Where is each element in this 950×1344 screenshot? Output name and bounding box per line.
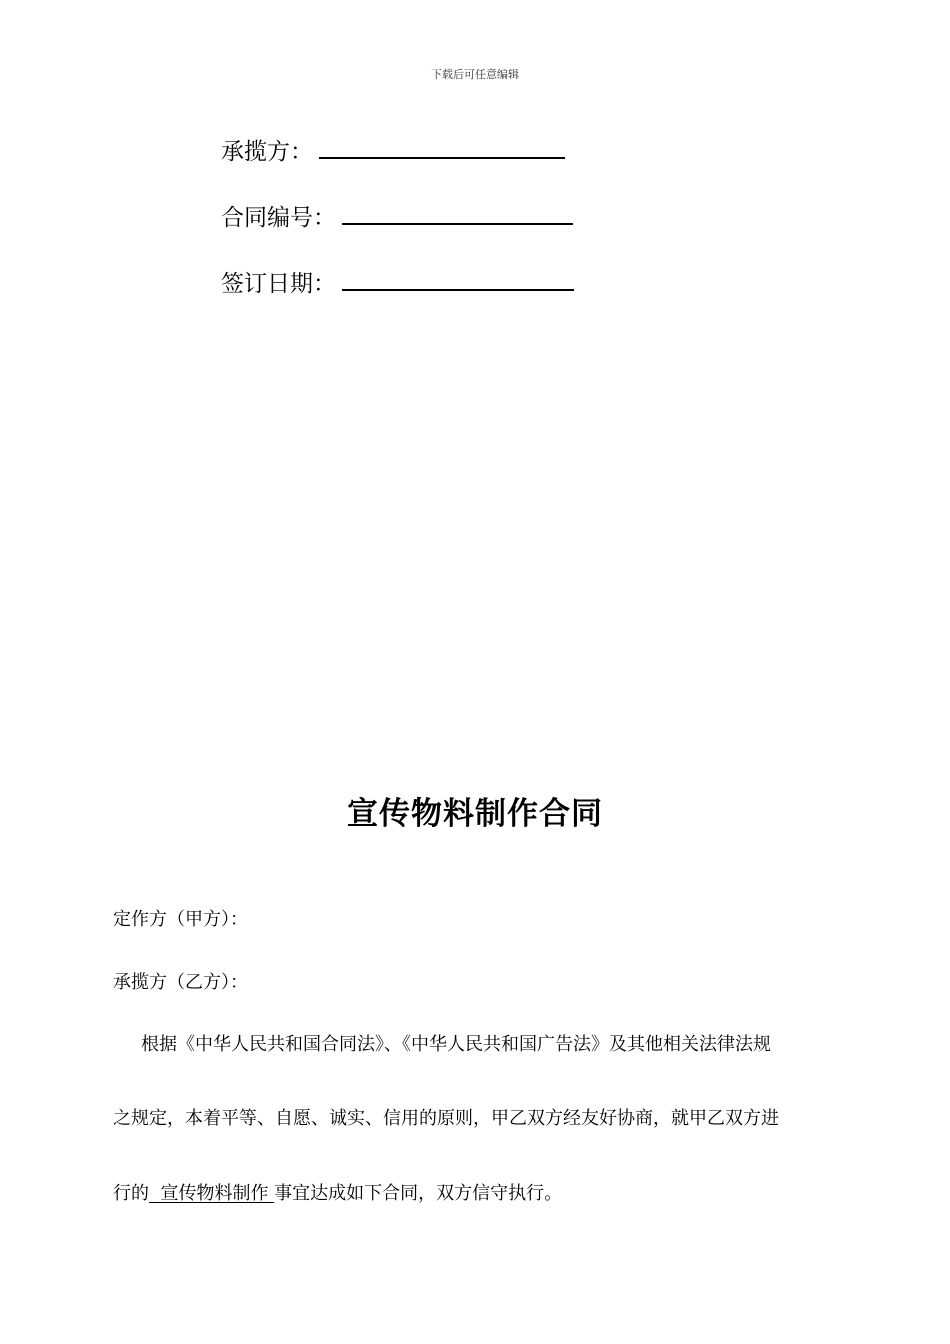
page-header-note: 下载后可任意编辑: [431, 68, 519, 81]
body-paragraph-line-3: [113, 1182, 562, 1206]
contract-number-blank: [342, 201, 573, 225]
contractor-line: [221, 135, 565, 167]
body-paragraph-line-2: 之规定，本着平等、自愿、诚实、信用的原则，甲乙双方经友好协商，就甲乙双方进: [113, 1108, 779, 1129]
filled-subject-field: 宣传物料制作: [149, 1183, 275, 1204]
contract-number-line: [221, 201, 573, 233]
contractor-label: 承揽方：: [221, 139, 313, 165]
sign-date-blank: [342, 267, 574, 291]
body-line3-prefix: 行的: [113, 1183, 149, 1204]
party-a-label: 定作方（甲方）：: [113, 909, 248, 930]
sign-date-label: 签订日期：: [221, 271, 336, 297]
contract-number-label: 合同编号：: [221, 205, 336, 231]
contract-title: 宣传物料制作合同: [347, 796, 603, 832]
contractor-blank: [319, 135, 565, 159]
body-paragraph-line-1: 根据《中华人民共和国合同法》、《中华人民共和国广告法》及其他相关法律法规: [141, 1034, 771, 1055]
sign-date-line: [221, 267, 574, 299]
body-line3-suffix: 事宜达成如下合同，双方信守执行。: [274, 1183, 563, 1204]
party-b-label: 承揽方（乙方）：: [113, 972, 248, 993]
